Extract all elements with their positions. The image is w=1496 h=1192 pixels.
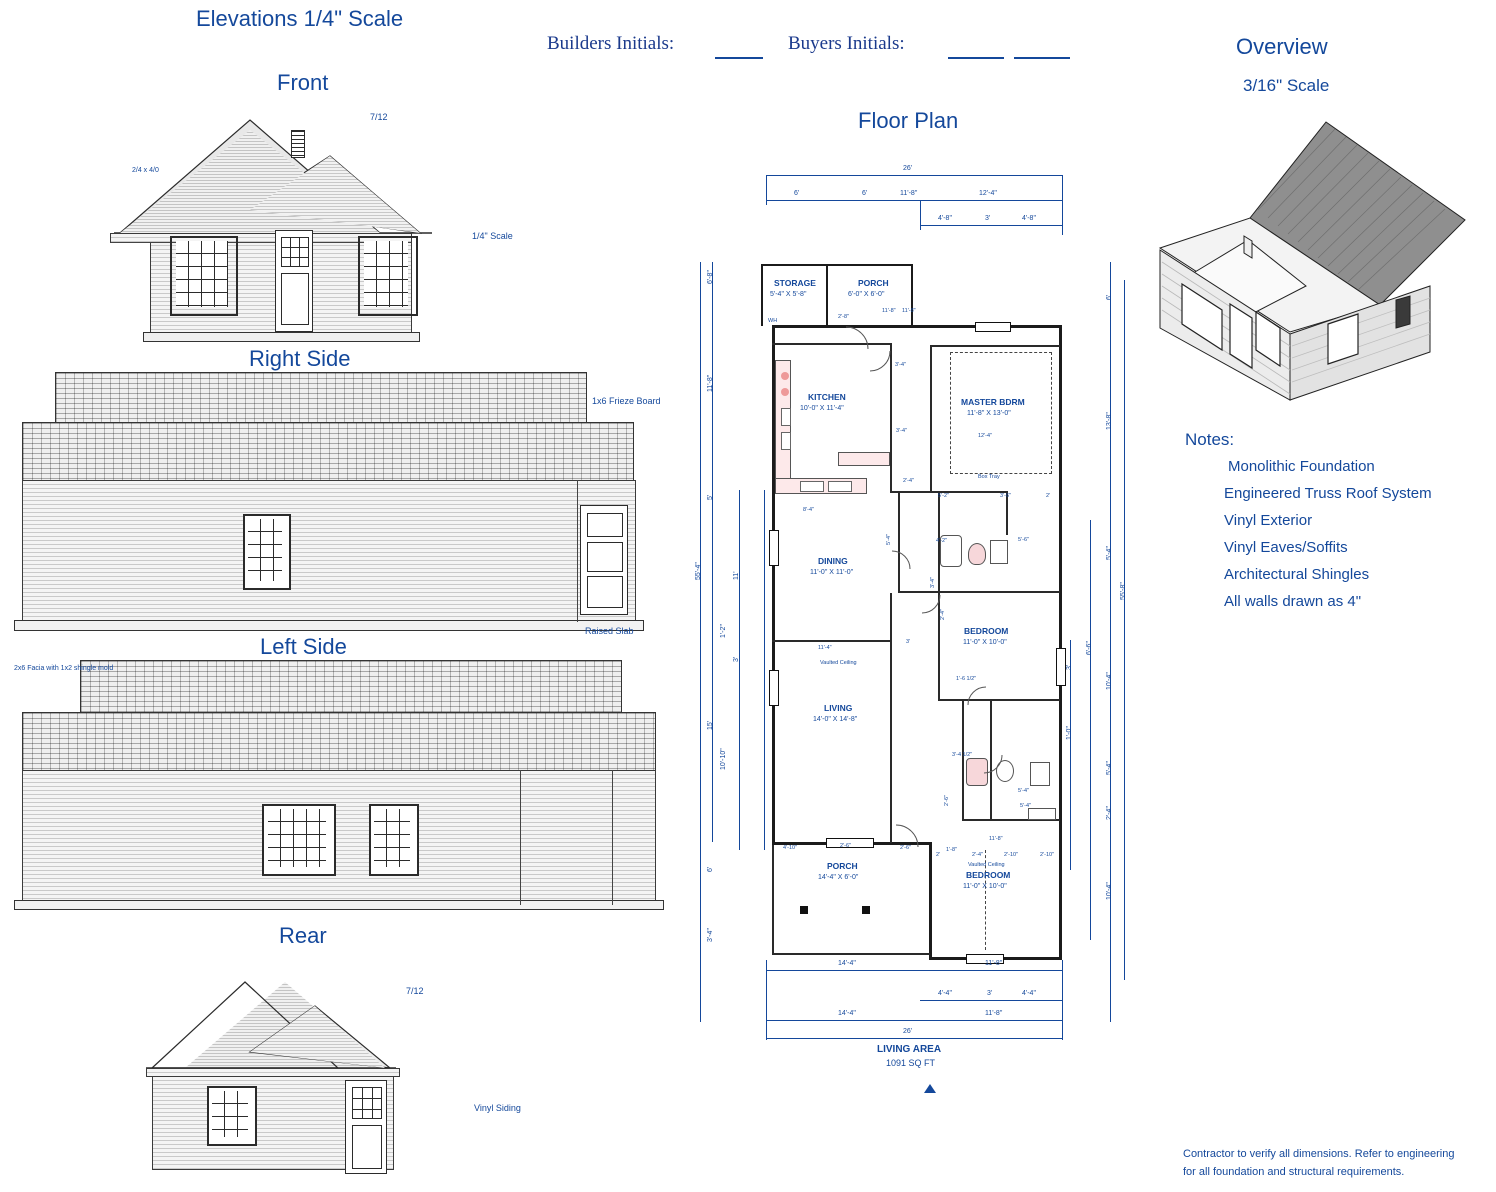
dim-int-13: 11'-4"	[818, 645, 832, 651]
room-label-storage: STORAGE	[774, 278, 816, 288]
note-item-5: All walls drawn as 4"	[1224, 593, 1362, 610]
dim-left-8: 10'-10"	[720, 748, 727, 770]
room-label-kitchen: KITCHEN	[808, 392, 846, 402]
dim-right-6: 3'	[1066, 664, 1073, 670]
dim-right-3: 5'-4"	[1106, 546, 1113, 560]
note-item-2: Vinyl Exterior	[1224, 512, 1313, 529]
section-title-right-side: Right Side	[249, 346, 351, 371]
dim-int-30: 2'-6"	[944, 795, 950, 806]
dim-int-2: 11'-8"	[902, 308, 916, 314]
front-scale-label: 1/4" Scale	[472, 231, 513, 241]
dim-left-9: 6'	[707, 866, 714, 872]
left-side-wall	[22, 770, 656, 907]
dim-int-17: 2'-4"	[940, 609, 946, 620]
dim-left-5: 1'-2"	[720, 624, 727, 638]
overview-scale-label: 3/16" Scale	[1243, 76, 1330, 95]
vinyl-siding-note: Vinyl Siding	[474, 1103, 521, 1113]
dim-int-10: 5'-6"	[1018, 537, 1029, 543]
raised-slab-note: Raised Slab	[585, 626, 634, 636]
dim-int-0: 2'-8"	[838, 314, 849, 320]
dim-bottom-3: 3'	[987, 990, 993, 997]
dim-int-31: 5'-4"	[1018, 788, 1029, 794]
dim-int-11: 2'-4"	[903, 478, 914, 484]
buyers-initials-label: Buyers Initials:	[788, 33, 905, 54]
room-dim-kitchen: 10'-0" X 11'-4"	[800, 405, 844, 412]
dim-int-8: 3'-6"	[1000, 493, 1011, 499]
right-side-window	[248, 519, 282, 581]
dim-right-5: 10'-4"	[1106, 672, 1113, 690]
dim-left-6: 3'	[733, 656, 740, 662]
room-dim-storage: 5'-4" X 5'-8"	[770, 291, 807, 298]
water-heater-label: WH	[768, 318, 778, 324]
left-side-window-narrow	[374, 809, 410, 867]
dim-bottom-1: 11'-8"	[985, 960, 1003, 967]
dim-int-4: 3'-4"	[896, 428, 907, 434]
living-area-value: 1091 SQ FT	[886, 1058, 936, 1068]
front-door	[275, 230, 313, 332]
dim-int-26: 2'-10"	[1040, 852, 1055, 858]
front-foundation	[143, 332, 420, 342]
room-dim-dining: 11'-0" X 11'-0"	[810, 569, 854, 576]
right-side-door	[580, 505, 628, 615]
section-title-left-side: Left Side	[260, 634, 347, 659]
room-label-bedroom-2: BEDROOM	[964, 626, 1009, 636]
facia-note: 2x6 Facia with 1x2 shingle mold	[14, 665, 114, 672]
section-title-overview: Overview	[1236, 34, 1328, 59]
section-title-rear: Rear	[279, 923, 327, 948]
buyers-initials-blank-1[interactable]	[948, 57, 1004, 59]
dim-int-16: 3'-4"	[930, 577, 936, 588]
dim-right-2: 55'-8"	[1120, 582, 1127, 600]
dim-right-8: 5'-4"	[1106, 761, 1113, 775]
left-side-window-wide	[268, 809, 326, 867]
dim-left-10: 3'-4"	[707, 928, 714, 942]
dim-bottom-5: 14'-4"	[838, 1010, 856, 1017]
dim-int-25: 2'-10"	[1004, 852, 1019, 858]
room-label-porch-front: PORCH	[827, 861, 858, 871]
dim-left-2: 5'	[707, 494, 714, 500]
window-living	[769, 670, 779, 706]
dim-bottom-6: 11'-8"	[985, 1010, 1003, 1017]
dim-int-27: 5'-4"	[1020, 803, 1031, 809]
front-window-tag: 2/4 x 4/0	[132, 167, 159, 174]
dim-int-14: 3'	[906, 639, 911, 645]
dim-top-1: 6'	[794, 190, 800, 197]
notes-title: Notes:	[1185, 430, 1235, 449]
dim-int-21: 2'-6"	[840, 843, 851, 849]
dim-left-0: 6'-8"	[707, 270, 714, 284]
dim-left-4: 11'	[733, 571, 740, 580]
note-item-0: Monolithic Foundation	[1228, 458, 1375, 475]
room-dim-bedroom-2: 11'-0" X 10'-0"	[963, 639, 1007, 646]
window-master	[975, 322, 1011, 332]
dim-int-3: 3'-4"	[895, 362, 906, 368]
dim-left-1: 11'-8"	[707, 374, 714, 392]
room-label-living: LIVING	[824, 703, 853, 713]
dim-top-5: 4'-8"	[938, 215, 952, 222]
room-label-porch-rear: PORCH	[858, 278, 889, 288]
dim-int-9: 2'	[1046, 493, 1051, 499]
dim-int-12: 4'-2"	[936, 538, 947, 544]
dim-top-7: 4'-8"	[1022, 215, 1036, 222]
window-bed2	[1056, 648, 1066, 686]
dim-bottom-2: 4'-4"	[938, 990, 952, 997]
builders-initials-label: Builders Initials:	[547, 33, 675, 54]
builders-initials-blank[interactable]	[715, 57, 763, 59]
dim-left-7: 15'	[707, 720, 714, 730]
dim-int-1: 11'-8"	[882, 308, 896, 314]
dim-right-9: 2'-4"	[1106, 806, 1113, 820]
section-title-floor-plan: Floor Plan	[858, 108, 959, 133]
dim-int-18: 1'-8"	[946, 847, 957, 853]
dim-int-15: 5'-4"	[886, 534, 892, 545]
dim-bottom-7: 26'	[903, 1028, 913, 1035]
dim-bottom-4: 4'-4"	[1022, 990, 1036, 997]
dim-int-20: 4'-10"	[783, 845, 798, 851]
dim-top-6: 3'	[985, 215, 991, 222]
dim-int-19: 2'-6"	[900, 845, 911, 851]
window-dining	[769, 530, 779, 566]
room-dim-bedroom-3: 11'-0" X 10'-0"	[963, 883, 1007, 890]
dim-int-22: 2'	[936, 852, 941, 858]
north-arrow	[924, 1084, 936, 1093]
dim-top-0: 26'	[903, 165, 913, 172]
dim-bottom-0: 14'-4"	[838, 960, 856, 967]
room-label-bedroom-3: BEDROOM	[966, 870, 1011, 880]
living-area-label: LIVING AREA	[877, 1044, 942, 1055]
dim-right-4: 6'-6"	[1086, 641, 1093, 655]
dim-right-10: 10'-4"	[1106, 882, 1113, 900]
note-item-3: Vinyl Eaves/Soffits	[1224, 539, 1348, 556]
dim-top-3: 11'-8"	[900, 190, 918, 197]
room-label-dining: DINING	[818, 556, 848, 566]
box-tray-label: Box Tray	[978, 474, 1000, 480]
front-gable-vent	[291, 130, 305, 158]
right-side-wall	[22, 480, 636, 624]
buyers-initials-blank-2[interactable]	[1014, 57, 1070, 59]
dim-right-7: 1'-0"	[1066, 726, 1073, 740]
dim-left-3: 55'-4"	[695, 562, 702, 580]
room-dim-porch-front: 14'-4" X 6'-0"	[818, 874, 859, 881]
dim-right-1: 13'-8"	[1106, 412, 1113, 430]
room-dim-master: 11'-8" X 13'-0"	[967, 410, 1011, 417]
room-dim-living: 14'-0" X 14'-8"	[813, 716, 858, 723]
dim-top-4: 12'-4"	[979, 190, 997, 197]
dim-int-6: 8'-4"	[803, 507, 814, 513]
frieze-board-note: 1x6 Frieze Board	[592, 396, 661, 406]
vaulted-ceiling-label-bed3: Vaulted Ceiling	[968, 862, 1005, 868]
room-label-master: MASTER BDRM	[961, 397, 1025, 407]
dim-int-28: 1'-6 1/2"	[956, 676, 977, 682]
dim-int-24: 2'-4"	[972, 852, 983, 858]
dim-int-5: 12'-4"	[978, 433, 993, 439]
note-item-4: Architectural Shingles	[1224, 566, 1370, 583]
rear-door	[345, 1080, 387, 1174]
dim-top-2: 6'	[862, 190, 868, 197]
dim-int-23: 11'-8"	[989, 836, 1003, 842]
front-roof-pitch-label: 7/12	[370, 112, 388, 122]
section-title-front: Front	[277, 70, 329, 95]
rear-window	[212, 1091, 248, 1137]
room-dim-porch-rear: 6'-0" X 6'-0"	[848, 291, 885, 298]
vaulted-ceiling-label-dining: Vaulted Ceiling	[820, 660, 857, 666]
disclaimer-line-1: Contractor to verify all dimensions. Refer to engineering	[1183, 1148, 1455, 1160]
rear-roof-pitch-label: 7/12	[406, 986, 424, 996]
dim-int-7: 5'-2"	[938, 493, 949, 499]
dim-right-0: 6'	[1106, 294, 1113, 300]
page-title-elevations: Elevations 1/4" Scale	[196, 6, 404, 31]
note-item-1: Engineered Truss Roof System	[1224, 485, 1432, 502]
dim-int-29: 3'-4 1/2"	[952, 752, 973, 758]
disclaimer-line-2: for all foundation and structural requirements.	[1183, 1166, 1405, 1178]
